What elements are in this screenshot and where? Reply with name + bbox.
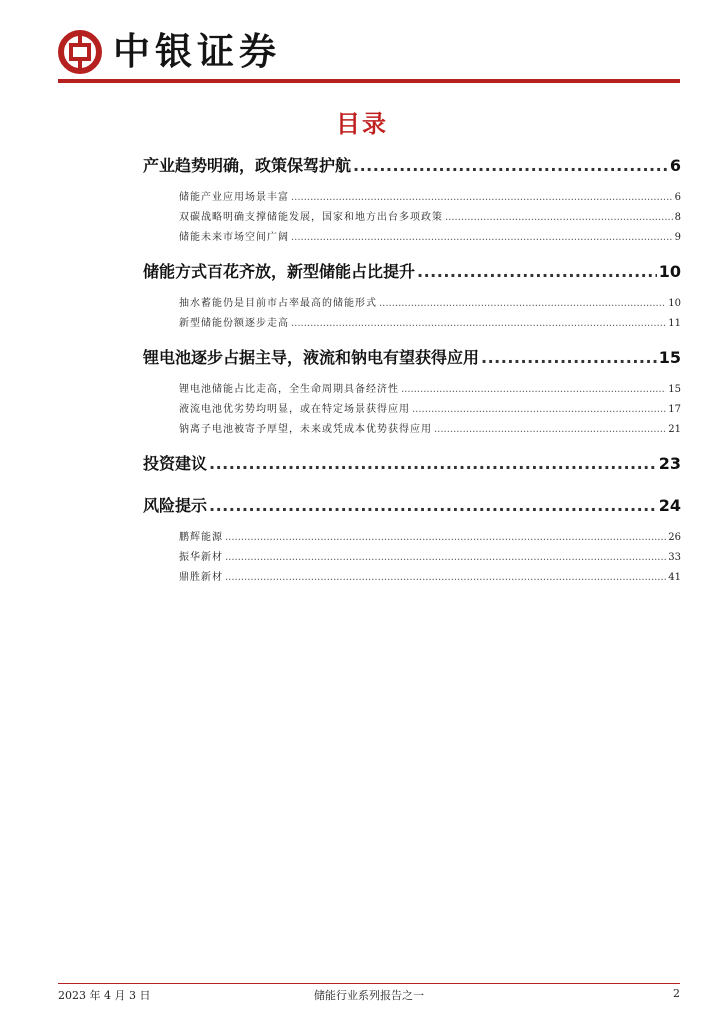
toc-entry-level2[interactable] bbox=[143, 568, 681, 588]
table-of-contents bbox=[143, 150, 681, 596]
brand-name: 中银证券 bbox=[113, 30, 281, 73]
toc-entry-title: 产业趋势明确，政策保驾护航 bbox=[143, 156, 352, 175]
toc-entry-title: 锂电池逐步占据主导，液流和钠电有望获得应用 bbox=[143, 348, 480, 367]
report-date: 2023 年 4 月 3 日 bbox=[58, 989, 151, 1002]
footer-rule bbox=[58, 983, 680, 984]
toc-entry-title: 投资建议 bbox=[143, 454, 208, 473]
bank-of-china-logo-icon bbox=[58, 30, 102, 74]
dot-leader bbox=[401, 380, 666, 400]
toc-entry-page: 9 bbox=[674, 232, 681, 243]
toc-entry-level1[interactable] bbox=[143, 490, 681, 522]
toc-entry-title: 新型储能份额逐步走高 bbox=[179, 318, 289, 329]
toc-subentries bbox=[143, 182, 681, 256]
dot-leader bbox=[291, 188, 673, 208]
toc-entry-title: 抽水蓄能仍是目前市占率最高的储能形式 bbox=[179, 298, 377, 309]
toc-section bbox=[143, 342, 681, 448]
toc-entry-page: 33 bbox=[668, 552, 681, 563]
dot-leader bbox=[209, 490, 657, 522]
toc-entry-level2[interactable] bbox=[143, 420, 681, 440]
dot-leader bbox=[225, 568, 666, 588]
toc-entry-level1[interactable] bbox=[143, 256, 681, 288]
toc-entry-title: 双碳战略明确支撑储能发展，国家和地方出台多项政策 bbox=[179, 212, 443, 223]
toc-entry-level2[interactable] bbox=[143, 528, 681, 548]
toc-entry-level2[interactable] bbox=[143, 294, 681, 314]
toc-entry-title: 钠离子电池被寄予厚望，未来或凭成本优势获得应用 bbox=[179, 424, 432, 435]
toc-entry-page: 11 bbox=[668, 318, 681, 329]
page-number: 2 bbox=[673, 987, 680, 1000]
dot-leader bbox=[209, 448, 657, 480]
toc-entry-level1[interactable] bbox=[143, 150, 681, 182]
dot-leader bbox=[379, 294, 666, 314]
toc-entry-title: 风险提示 bbox=[143, 496, 208, 515]
toc-entry-title: 储能产业应用场景丰富 bbox=[179, 192, 289, 203]
toc-section bbox=[143, 490, 681, 596]
toc-entry-page: 10 bbox=[658, 262, 681, 281]
toc-entry-page: 23 bbox=[658, 454, 681, 473]
toc-entry-title: 鼎胜新材 bbox=[179, 572, 223, 583]
toc-entry-page: 41 bbox=[668, 572, 681, 583]
toc-entry-page: 15 bbox=[668, 384, 681, 395]
dot-leader bbox=[291, 314, 666, 334]
toc-entry-page: 21 bbox=[668, 424, 681, 435]
toc-entry-title: 锂电池储能占比走高，全生命周期具备经济性 bbox=[179, 384, 399, 395]
toc-entry-title: 储能未来市场空间广阔 bbox=[179, 232, 289, 243]
header-rule bbox=[58, 79, 680, 83]
toc-entry-level2[interactable] bbox=[143, 208, 681, 228]
toc-entry-title: 振华新材 bbox=[179, 552, 223, 563]
toc-entry-level2[interactable] bbox=[143, 314, 681, 334]
toc-section bbox=[143, 256, 681, 342]
toc-entry-level2[interactable] bbox=[143, 548, 681, 568]
toc-subentries bbox=[143, 288, 681, 342]
toc-section bbox=[143, 448, 681, 490]
toc-entry-level2[interactable] bbox=[143, 380, 681, 400]
toc-subentries bbox=[143, 374, 681, 448]
dot-leader bbox=[225, 528, 666, 548]
toc-title: 目录 bbox=[336, 110, 388, 138]
toc-entry-title: 储能方式百花齐放，新型储能占比提升 bbox=[143, 262, 416, 281]
toc-entry-page: 17 bbox=[668, 404, 681, 415]
toc-entry-title: 鹏辉能源 bbox=[179, 532, 223, 543]
toc-entry-page: 26 bbox=[668, 532, 681, 543]
toc-subentries bbox=[143, 522, 681, 596]
toc-entry-level1[interactable] bbox=[143, 342, 681, 374]
toc-entry-page: 24 bbox=[658, 496, 681, 515]
toc-entry-page: 15 bbox=[658, 348, 681, 367]
dot-leader bbox=[353, 150, 668, 182]
report-footer bbox=[58, 987, 680, 1003]
dot-leader bbox=[434, 420, 666, 440]
toc-entry-level2[interactable] bbox=[143, 228, 681, 248]
report-header bbox=[0, 0, 724, 90]
report-series: 储能行业系列报告之一 bbox=[314, 989, 424, 1002]
toc-entry-page: 6 bbox=[669, 156, 681, 175]
toc-entry-page: 8 bbox=[674, 212, 681, 223]
dot-leader bbox=[445, 208, 673, 228]
toc-entry-level2[interactable] bbox=[143, 400, 681, 420]
dot-leader bbox=[291, 228, 673, 248]
toc-entry-page: 6 bbox=[674, 192, 681, 203]
toc-entry-page: 10 bbox=[668, 298, 681, 309]
dot-leader bbox=[417, 256, 657, 288]
toc-entry-level1[interactable] bbox=[143, 448, 681, 480]
dot-leader bbox=[225, 548, 666, 568]
toc-section bbox=[143, 150, 681, 256]
dot-leader bbox=[481, 342, 657, 374]
toc-entry-level2[interactable] bbox=[143, 188, 681, 208]
toc-entry-title: 液流电池优劣势均明显，或在特定场景获得应用 bbox=[179, 404, 410, 415]
dot-leader bbox=[412, 400, 666, 420]
